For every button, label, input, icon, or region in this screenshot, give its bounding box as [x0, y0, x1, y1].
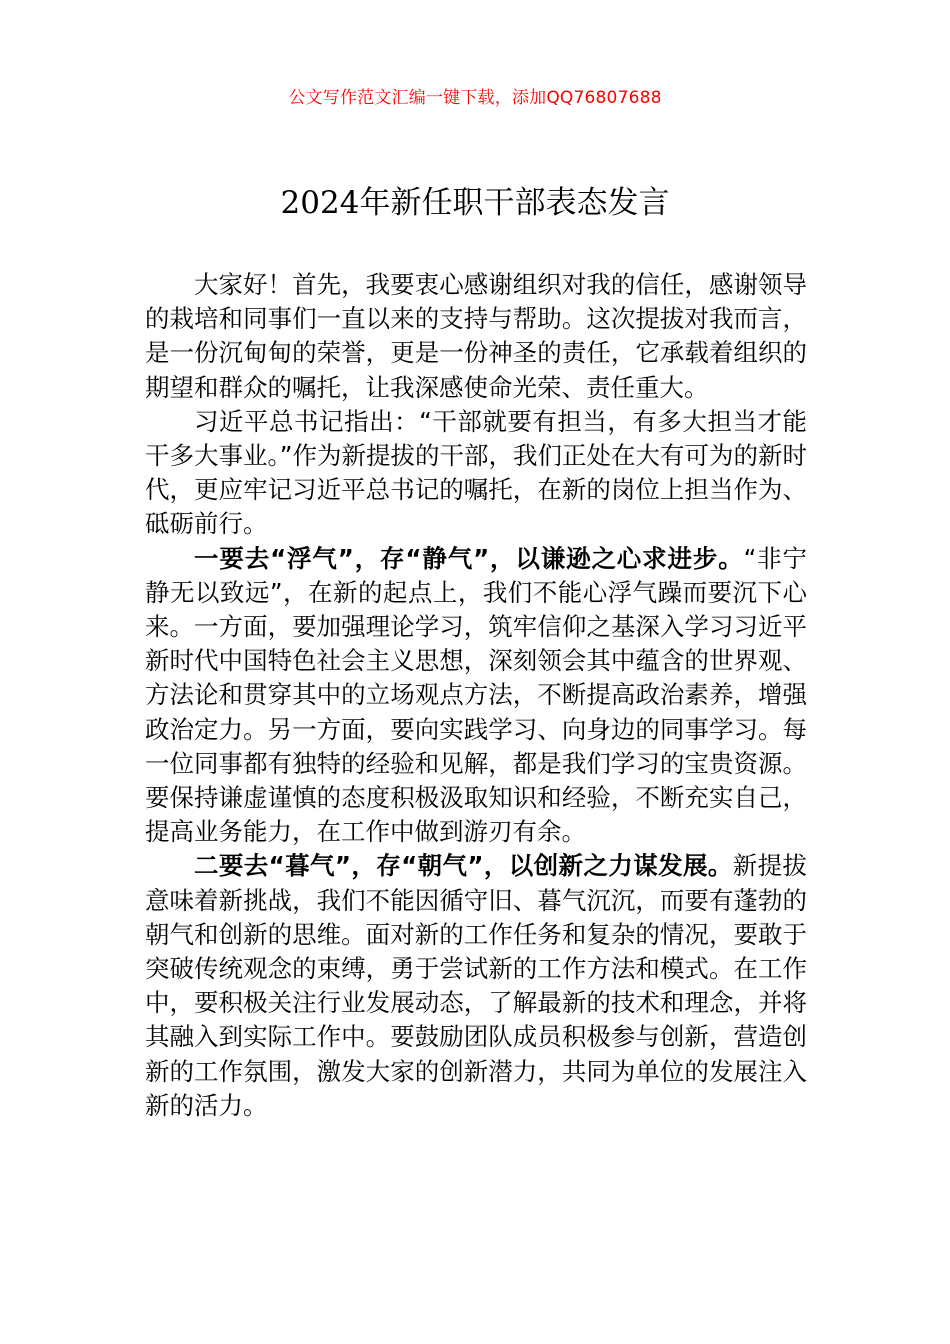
paragraph-text: 新提拔意味着新挑战，我们不能因循守旧、暮气沉沉，而要有蓬勃的朝气和创新的思维。面对新的工作任务和复杂的情况，要敢于突破传统观念的束缚，勇于尝试新的工作方法和模式。在工作中，要积极关注行业发展动态，了解最新的技术和理念，并将其融入到实际工作中。要鼓励团队成员积极参与创新，营造创新的工作氛围，激发大家的创新潜力，共同为单位的发展注入新的活力。: [145, 851, 808, 1120]
paragraph-text: “非宁静无以致远”，在新的起点上，我们不能心浮气躁而要沉下心来。一方面，要加强理论学习，筑牢信仰之基深入学习习近平新时代中国特色社会主义思想，深刻领会其中蕴含的世界观、方法论和贯穿其中的立场观点方法，不断提高政治素养，增强政治定力。另一方面，要向实践学习、向身边的同事学习。每一位同事都有独特的经验和见解，都是我们学习的宝贵资源。要保持谦虚谨慎的态度积极汲取知识和经验，不断充实自己，提高业务能力，在工作中做到游刃有余。: [145, 543, 807, 847]
document-title: 2024年新任职干部表态发言: [280, 185, 670, 221]
paragraph-greeting: [145, 268, 807, 405]
paragraph-quote: [145, 405, 807, 542]
document-body: [145, 268, 807, 1123]
point-two-heading: 二要去“暮气”，存“朝气”，以创新之力谋发展。: [194, 851, 733, 881]
paragraph-point-one: [145, 542, 807, 850]
paragraph-text: 大家好！首先，我要衷心感谢组织对我的信任，感谢领导的栽培和同事们一直以来的支持与帮助。这次提拔对我而言，是一份沉甸甸的荣誉，更是一份神圣的责任，它承载着组织的期望和群众的嘱托，让我深感使命光荣、责任重大。: [145, 270, 807, 402]
paragraph-text: 习近平总书记指出：“干部就要有担当，有多大担当才能干多大事业。”作为新提拔的干部，我们正处在大有可为的新时代，更应牢记习近平总书记的嘱托，在新的岗位上担当作为、砥砺前行。: [145, 406, 807, 539]
paragraph-point-two: [145, 849, 807, 1123]
download-notice: 公文写作范文汇编一键下载，添加QQ76807688: [288, 88, 662, 108]
point-one-heading: 一要去“浮气”，存“静气”，以谦逊之心求进步。: [194, 543, 744, 573]
